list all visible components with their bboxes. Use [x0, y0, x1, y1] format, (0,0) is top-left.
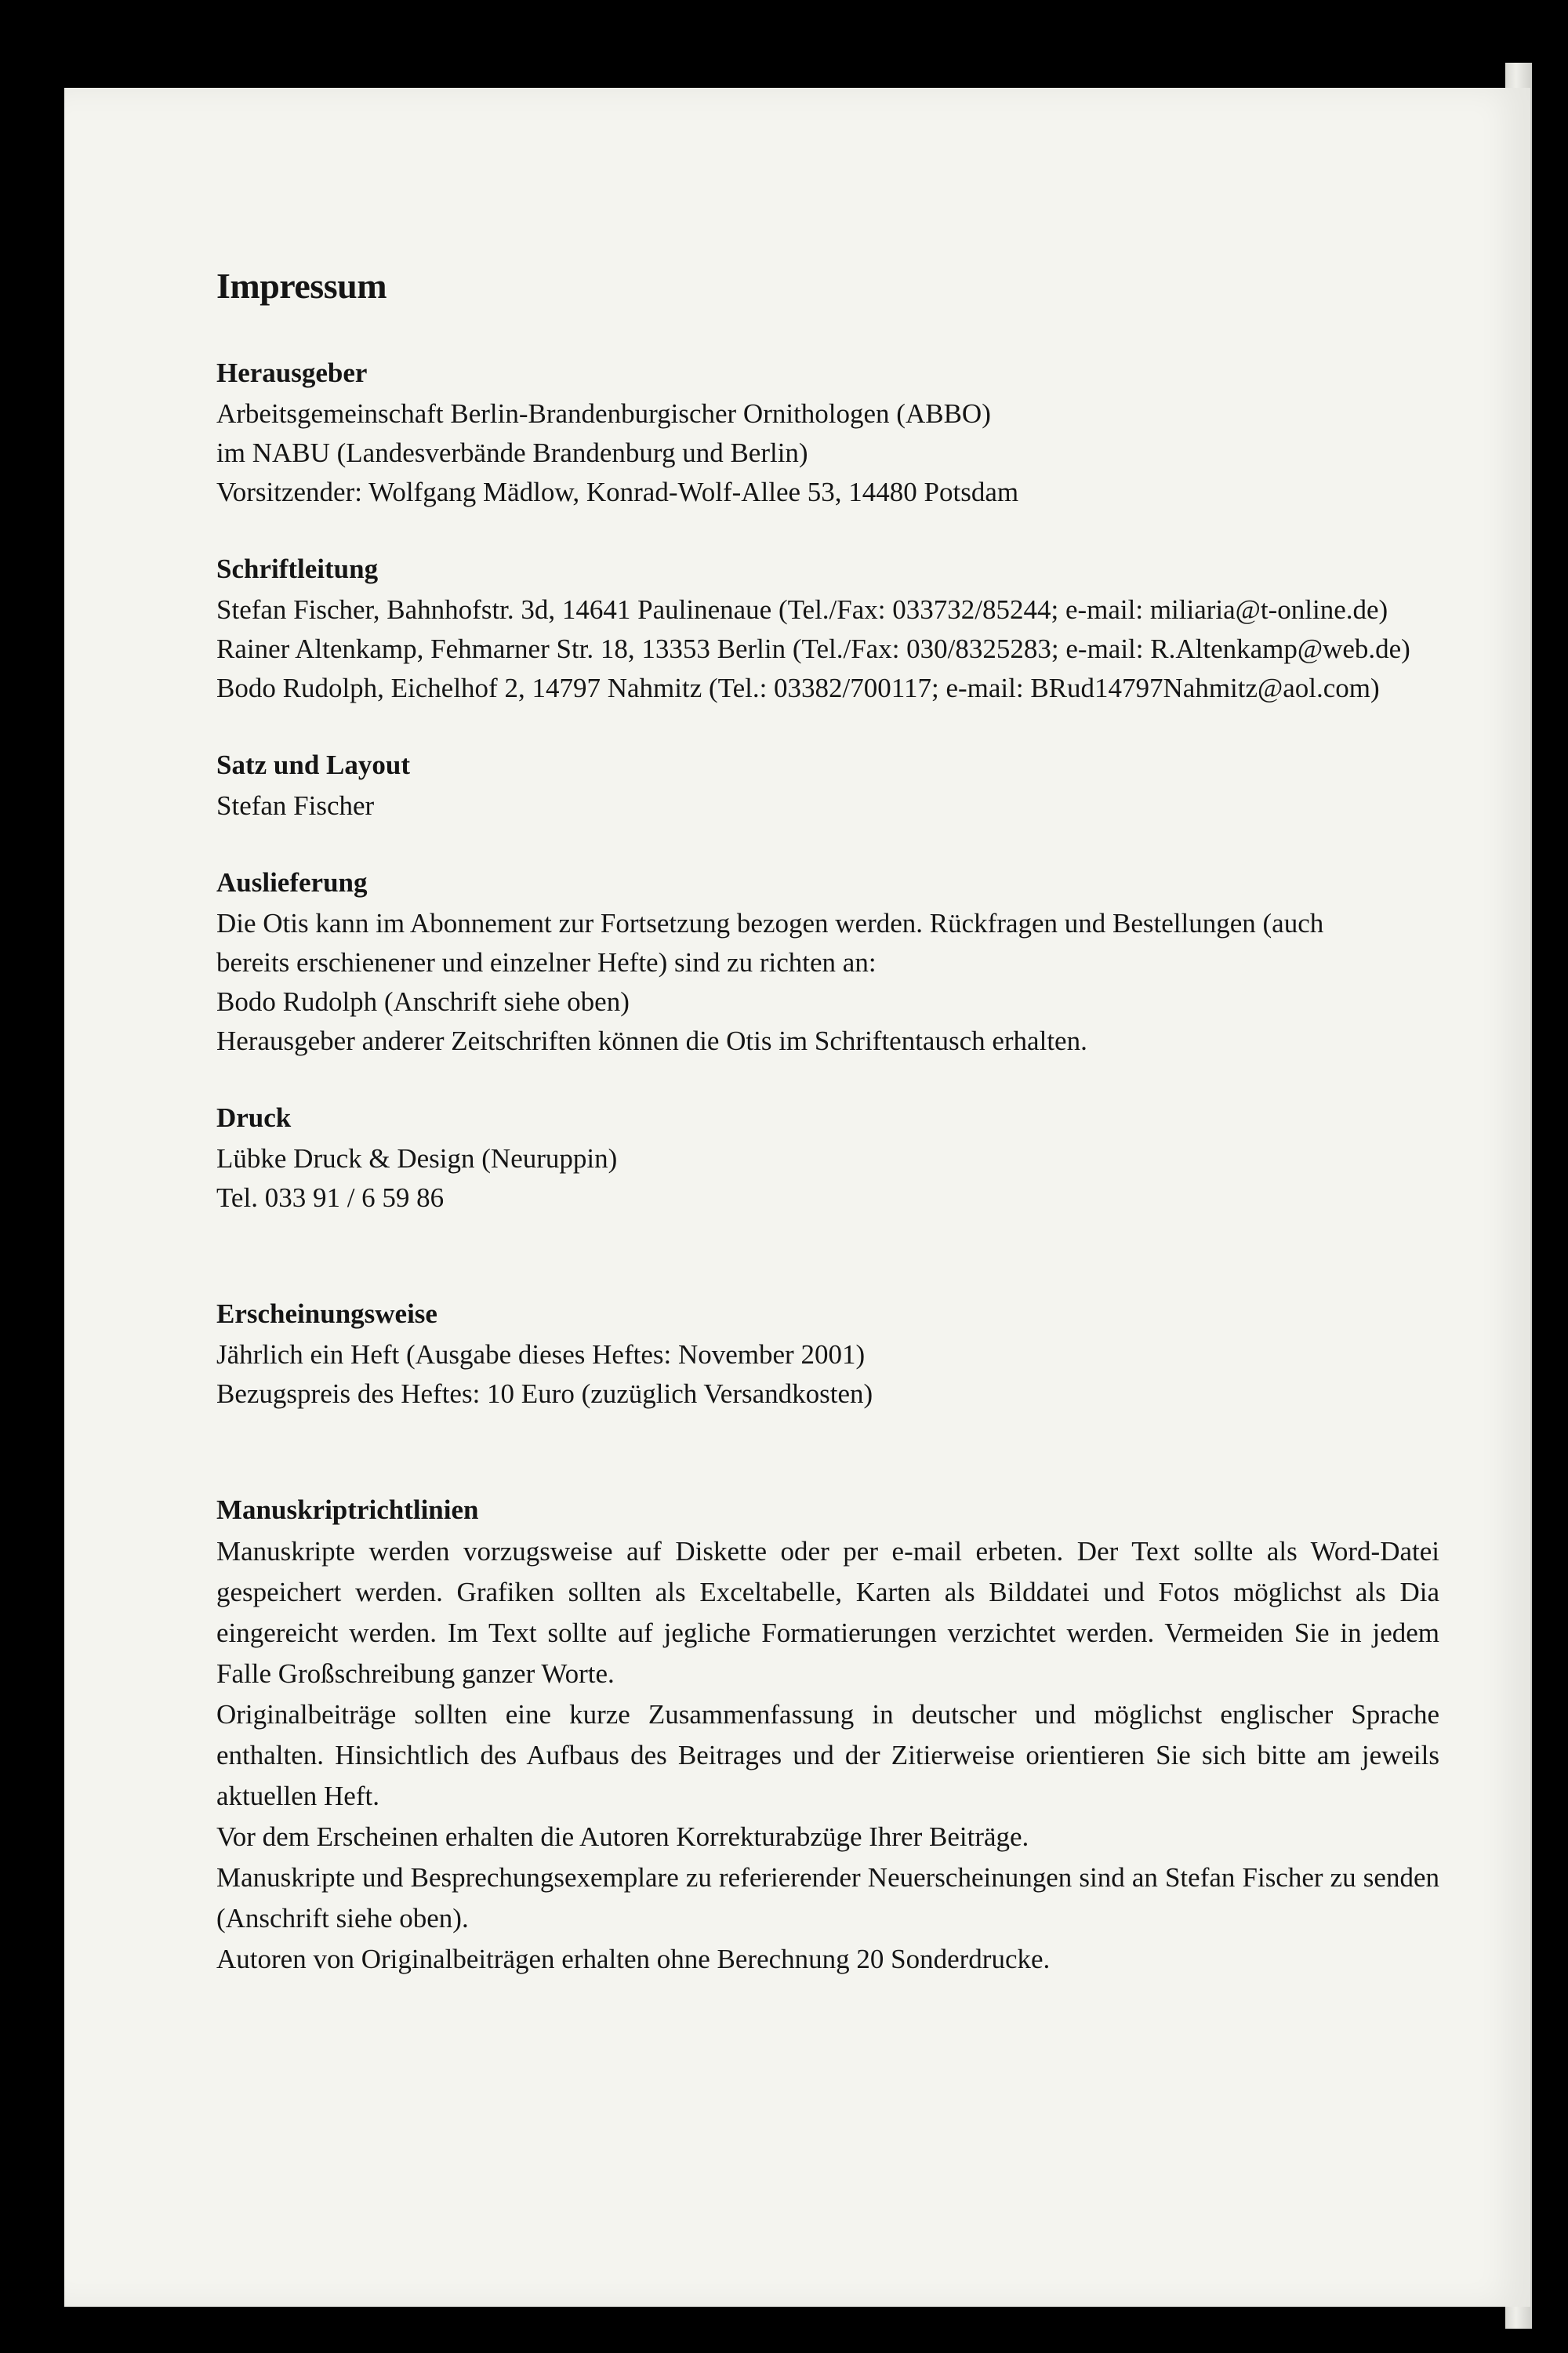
- section-satz-und-layout: [216, 747, 1439, 826]
- text-line: Tel. 033 91 / 6 59 86: [216, 1182, 445, 1213]
- section-manuskriptrichtlinien: [216, 1492, 1439, 1980]
- section-heading: Auslieferung: [216, 867, 368, 898]
- text-line: Lübke Druck & Design (Neuruppin): [216, 1143, 618, 1174]
- text-line: Bodo Rudolph, Eichelhof 2, 14797 Nahmitz (Tel.: 03382/700117; e-mail: BRud14797Nahmitz@aol.com): [216, 673, 1380, 703]
- section-druck: [216, 1100, 1439, 1218]
- section-auslieferung: [216, 865, 1439, 1061]
- text-line: Vorsitzender: Wolfgang Mädlow, Konrad-Wolf-Allee 53, 14480 Potsdam: [216, 477, 1019, 507]
- section-heading: Erscheinungsweise: [216, 1298, 437, 1329]
- impressum-content: [216, 265, 1439, 2019]
- text-line: Arbeitsgemeinschaft Berlin-Brandenburgischer Ornithologen (ABBO): [216, 398, 991, 429]
- section-heading: Manuskriptrichtlinien: [216, 1494, 479, 1525]
- section-heading: Satz und Layout: [216, 750, 411, 780]
- text-line: Herausgeber anderer Zeitschriften können die Otis im Schriftentausch erhalten.: [216, 1026, 1087, 1056]
- text-line: im NABU (Landesverbände Brandenburg und Berlin): [216, 438, 808, 468]
- section-herausgeber: [216, 355, 1439, 512]
- page-title: Impressum: [216, 266, 387, 306]
- text-line: Stefan Fischer, Bahnhofstr. 3d, 14641 Paulinenaue (Tel./Fax: 033732/85244; e-mail: miliaria@t-online.de): [216, 594, 1388, 625]
- paragraph: Originalbeiträge sollten eine kurze Zusammenfassung in deutscher und möglichst englischer Sprache enthalten. Hinsichtlich des Aufbaus des Beitrages und der Zitierweise orientieren Sie sich bitte am jeweils aktuellen Heft.: [216, 1699, 1439, 1811]
- text-line: Bezugspreis des Heftes: 10 Euro (zuzüglich Versandkosten): [216, 1378, 873, 1409]
- section-schriftleitung: [216, 551, 1439, 708]
- section-heading: Schriftleitung: [216, 554, 379, 584]
- text-line: Jährlich ein Heft (Ausgabe dieses Heftes: November 2001): [216, 1339, 866, 1370]
- text-line: Die Otis kann im Abonnement zur Fortsetzung bezogen werden. Rückfragen und Bestellungen (auch: [216, 908, 1324, 939]
- section-erscheinungsweise: [216, 1296, 1439, 1414]
- paragraph: Manuskripte und Besprechungsexemplare zu referierender Neuerscheinungen sind an Stefan Fischer zu senden (Anschrift siehe oben).: [216, 1862, 1439, 1934]
- paragraph: Autoren von Originalbeiträgen erhalten ohne Berechnung 20 Sonderdrucke.: [216, 1944, 1051, 1974]
- text-line: bereits erschienener und einzelner Hefte) sind zu richten an:: [216, 947, 877, 978]
- text-line: Stefan Fischer: [216, 790, 375, 821]
- text-line: Bodo Rudolph (Anschrift siehe oben): [216, 986, 630, 1017]
- section-heading: Druck: [216, 1102, 292, 1133]
- paragraph: Vor dem Erscheinen erhalten die Autoren Korrekturabzüge Ihrer Beiträge.: [216, 1821, 1029, 1852]
- section-heading: Herausgeber: [216, 358, 368, 388]
- paragraph: Manuskripte werden vorzugsweise auf Diskette oder per e-mail erbeten. Der Text sollte als Word-Datei gespeichert werden. Grafiken sollten als Exceltabelle, Karten als Bilddatei und Fotos möglichst als Dia eingereicht werden. Im Text sollte auf jegliche Formatierungen verzichtet werden. Vermeiden Sie in jedem Falle Großschreibung ganzer Worte.: [216, 1536, 1439, 1689]
- text-line: Rainer Altenkamp, Fehmarner Str. 18, 13353 Berlin (Tel./Fax: 030/8325283; e-mail: R.Altenkamp@web.de): [216, 634, 1410, 664]
